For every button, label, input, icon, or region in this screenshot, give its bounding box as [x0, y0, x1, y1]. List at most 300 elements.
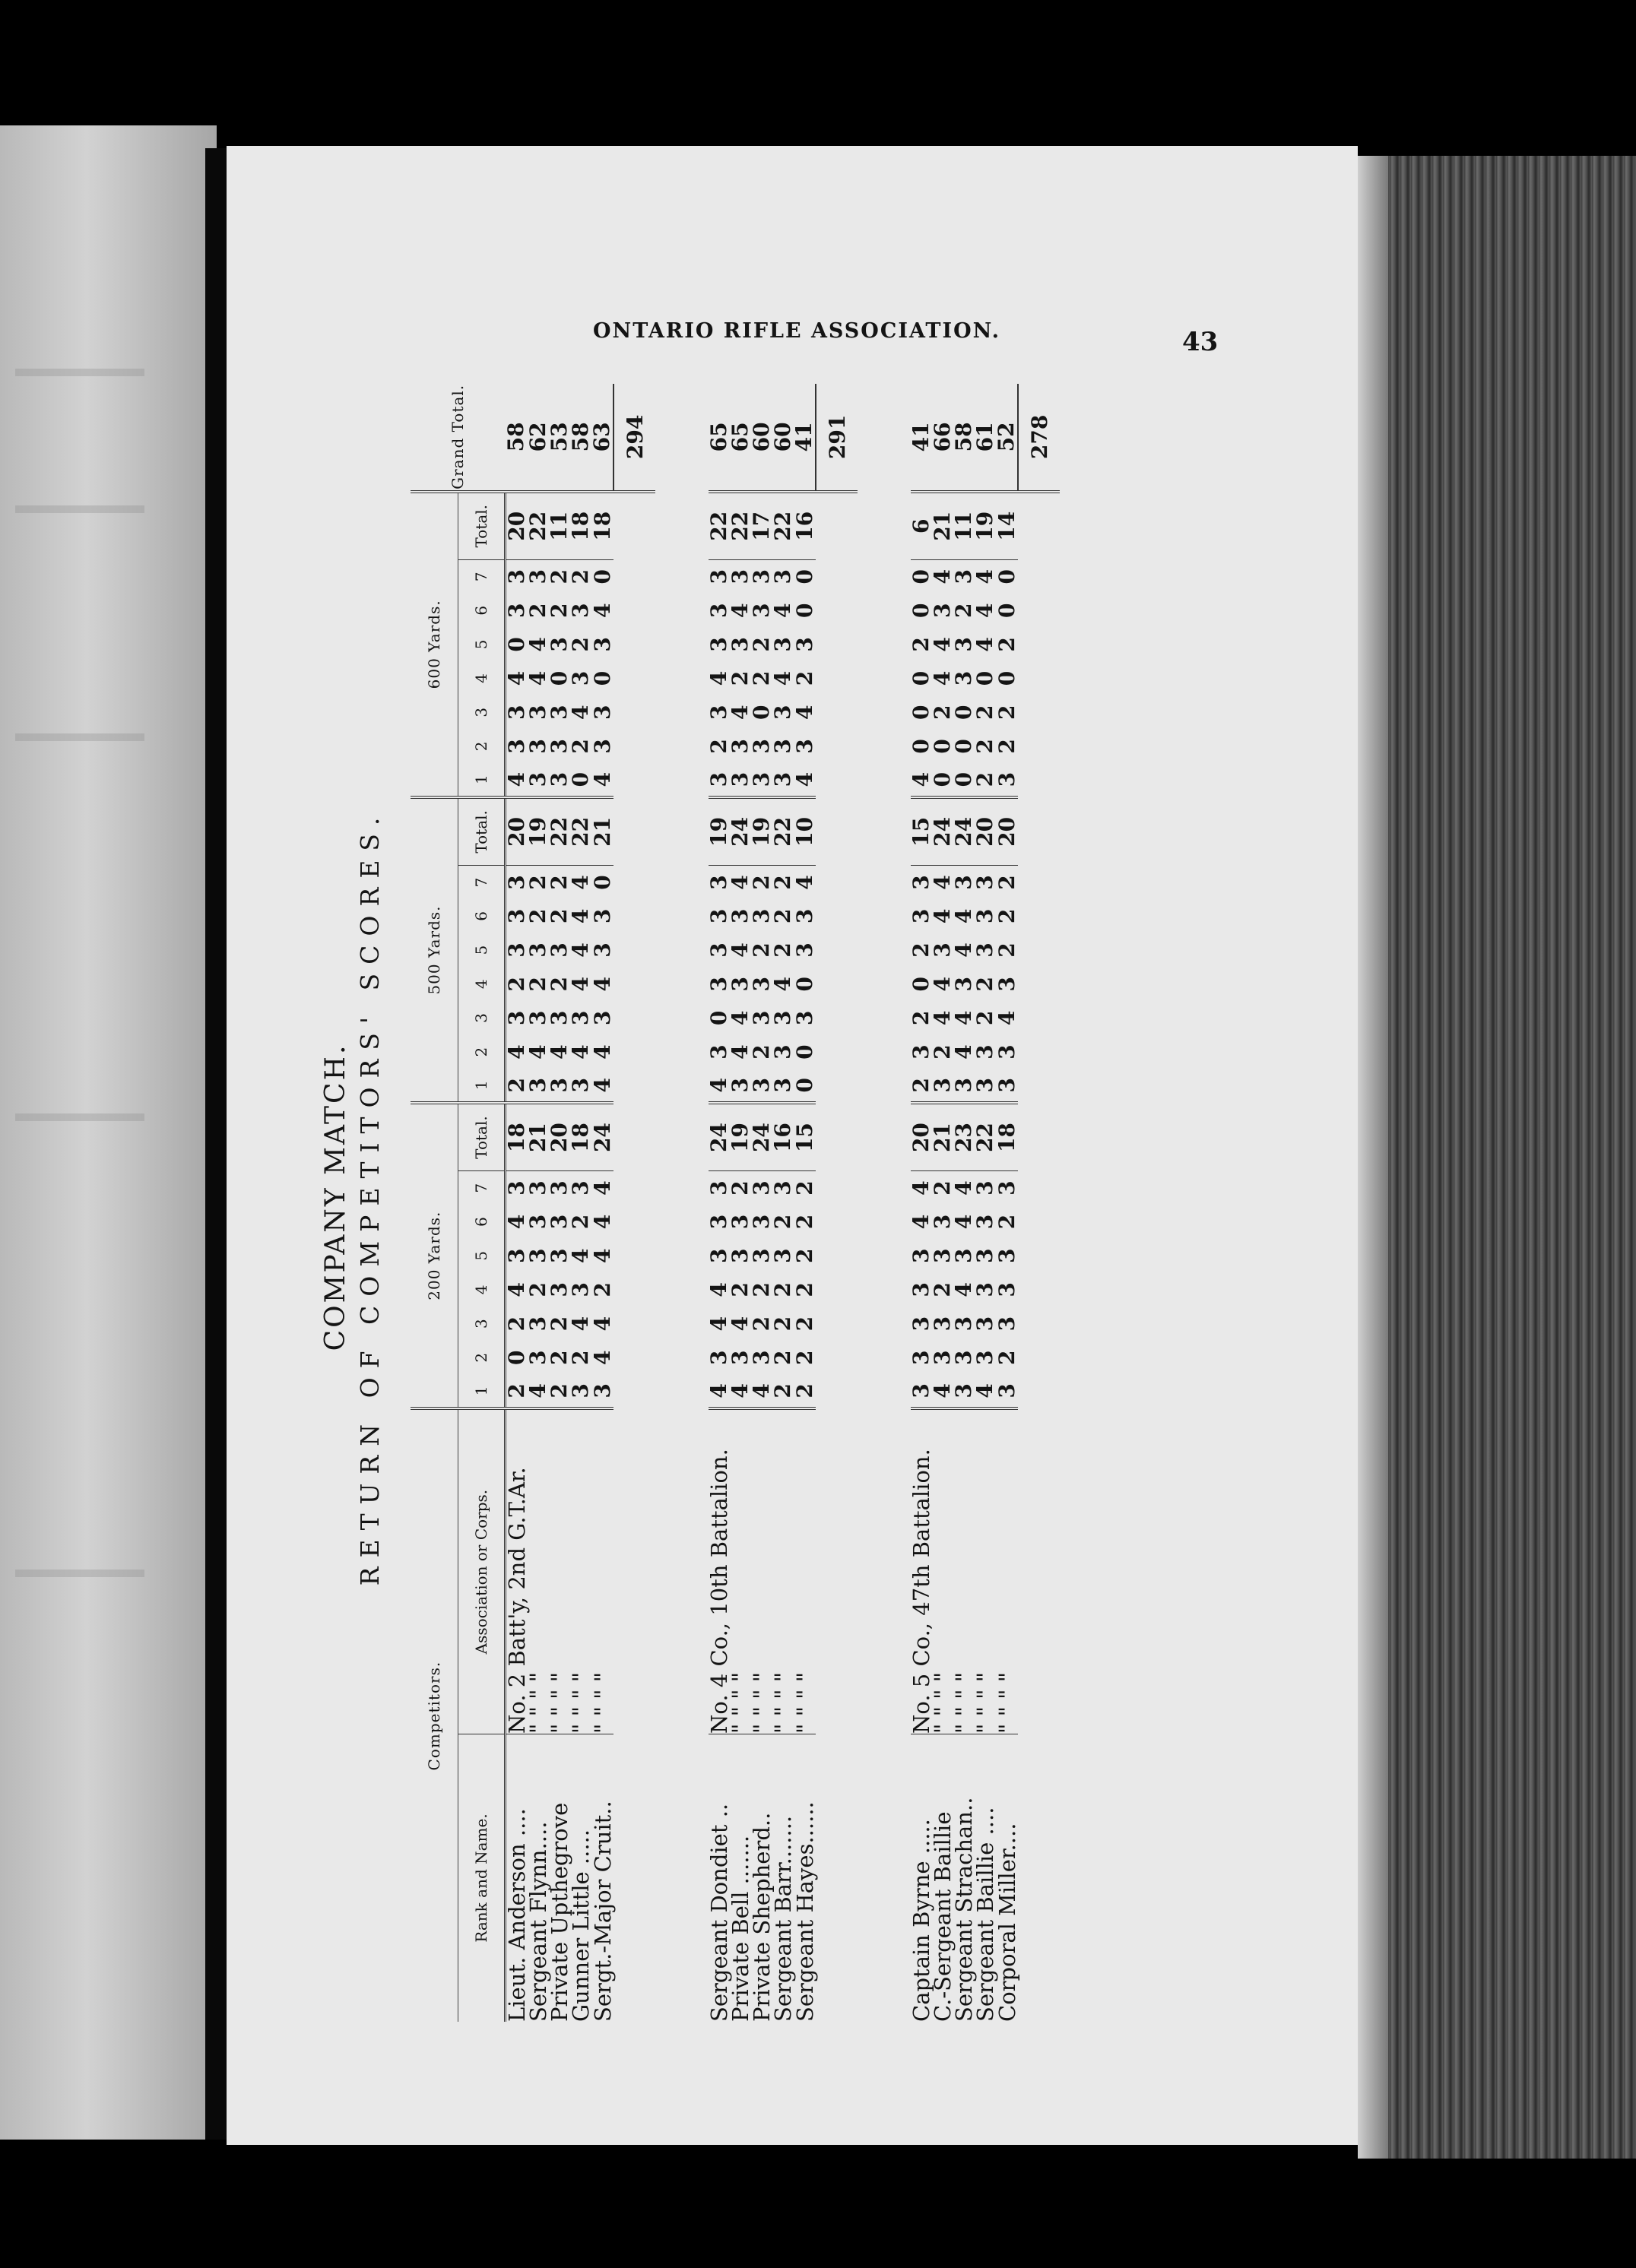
shot-number-header-600: 2 — [458, 730, 506, 764]
shot-score-600: 0 — [504, 637, 529, 652]
range-total-500: 20 — [506, 797, 528, 865]
rank-name-header: Rank and Name. — [458, 1734, 506, 2022]
shot-score-500: 2 — [930, 1044, 955, 1060]
shot-number-header-200: 3 — [458, 1307, 506, 1341]
shot-score-200: 2 — [568, 1350, 593, 1365]
range-total-600: 18 — [591, 492, 614, 559]
association-header: Association or Corps. — [458, 1408, 506, 1734]
shot-score-500: 3 — [972, 942, 997, 958]
shot-score-600: 3 — [504, 603, 529, 618]
shot-score-200: 4 — [709, 1375, 730, 1409]
company-total: 291 — [816, 384, 858, 492]
shot-score-500: 2 — [525, 875, 550, 890]
table-row — [751, 384, 772, 2022]
shot-score-500: 3 — [951, 875, 976, 890]
range-total-200: 23 — [953, 1103, 975, 1170]
company-total: 294 — [614, 384, 655, 492]
shot-score-200: 2 — [504, 1316, 529, 1332]
shot-score-500: 2 — [908, 942, 934, 958]
table-row — [549, 384, 570, 2022]
range-total-600: 17 — [751, 492, 772, 559]
range-total-200: 18 — [506, 1103, 528, 1170]
shot-score-500: 3 — [953, 1069, 975, 1103]
shot-score-500: 4 — [930, 908, 955, 924]
shot-score-500: 4 — [568, 976, 593, 992]
shot-score-500: 2 — [994, 875, 1019, 890]
shot-number-header-500: 4 — [458, 967, 506, 1001]
shot-number-header-200: 1 — [458, 1375, 506, 1409]
shot-score-200: 2 — [770, 1316, 795, 1332]
shot-score-600: 3 — [770, 569, 795, 584]
shot-score-600: 3 — [504, 569, 529, 584]
shot-score-500: 2 — [908, 1010, 934, 1026]
shot-score-200: 3 — [570, 1375, 591, 1409]
shot-score-500: 3 — [749, 908, 774, 924]
shot-score-600: 4 — [568, 705, 593, 720]
shot-score-500: 4 — [525, 1044, 550, 1060]
shot-score-600: 2 — [930, 705, 955, 720]
shot-score-200: 2 — [549, 1375, 570, 1409]
grand-total: 60 — [751, 384, 772, 492]
shot-score-200: 3 — [994, 1248, 1019, 1263]
shot-score-500: 3 — [994, 1044, 1019, 1060]
shot-score-200: 3 — [994, 1180, 1019, 1196]
shot-score-200: 2 — [506, 1375, 528, 1409]
shot-score-600: 3 — [728, 739, 753, 754]
shot-number-header-500: 1 — [458, 1069, 506, 1103]
shot-score-500: 2 — [770, 875, 795, 890]
shot-score-200: 2 — [568, 1214, 593, 1230]
shot-score-200: 2 — [770, 1350, 795, 1365]
shot-score-600: 2 — [706, 739, 731, 754]
shot-score-600: 0 — [908, 705, 934, 720]
faded-text-line — [15, 369, 144, 376]
shot-score-200: 3 — [547, 1282, 572, 1297]
shot-score-600: 3 — [996, 763, 1018, 797]
association-corps: " " " " — [751, 1408, 772, 1734]
shot-score-500: 4 — [568, 908, 593, 924]
shot-score-600: 3 — [728, 569, 753, 584]
shot-score-600: 4 — [911, 763, 932, 797]
range-total-200: 19 — [730, 1103, 751, 1170]
shot-score-500: 4 — [709, 1069, 730, 1103]
range-total-600: 22 — [709, 492, 730, 559]
shot-score-500: 2 — [525, 976, 550, 992]
shot-score-200: 3 — [728, 1214, 753, 1230]
shot-score-600: 0 — [749, 705, 774, 720]
shot-score-200: 3 — [547, 1214, 572, 1230]
total-header-600: Total. — [458, 492, 506, 559]
shot-score-600: 3 — [749, 739, 774, 754]
association-corps: " " " " — [730, 1408, 751, 1734]
group-spacer-cell — [858, 384, 911, 2022]
shot-score-500: 4 — [504, 1044, 529, 1060]
shot-score-500: 3 — [932, 1069, 953, 1103]
shot-score-600: 3 — [589, 705, 615, 720]
shot-score-600: 2 — [951, 603, 976, 618]
shot-number-header-600: 3 — [458, 695, 506, 730]
range-total-500: 19 — [528, 797, 549, 865]
shot-number-header-500: 5 — [458, 933, 506, 968]
range-total-500: 20 — [996, 797, 1018, 865]
group-spacer — [858, 384, 911, 2022]
shot-score-200: 2 — [749, 1282, 774, 1297]
shot-score-500: 2 — [972, 1010, 997, 1026]
shot-score-600: 3 — [504, 705, 529, 720]
shot-score-200: 3 — [953, 1375, 975, 1409]
shot-score-600: 2 — [749, 637, 774, 652]
table-row — [975, 384, 996, 2022]
faded-text-line — [15, 1570, 144, 1577]
group-total-row — [614, 384, 655, 2022]
shot-score-600: 0 — [791, 569, 817, 584]
shot-score-200: 4 — [730, 1375, 751, 1409]
shot-score-200: 2 — [547, 1316, 572, 1332]
range-total-200: 16 — [772, 1103, 794, 1170]
shot-score-500: 4 — [728, 1044, 753, 1060]
competitor-name: Sergeant Baillie .... — [972, 1807, 998, 2022]
shot-score-600: 3 — [770, 739, 795, 754]
range-total-500: 15 — [911, 797, 932, 865]
range-total-600: 22 — [528, 492, 549, 559]
shot-score-500: 3 — [749, 1010, 774, 1026]
shot-score-200: 3 — [749, 1214, 774, 1230]
shot-score-500: 2 — [749, 1044, 774, 1060]
shot-score-500: 3 — [972, 875, 997, 890]
shot-score-200: 2 — [547, 1350, 572, 1365]
shot-score-500: 3 — [728, 976, 753, 992]
shot-score-500: 3 — [525, 942, 550, 958]
faded-text-line — [15, 505, 144, 513]
shot-score-200: 3 — [972, 1248, 997, 1263]
competitor-name: Private Shepherd.. — [749, 1812, 775, 2022]
faded-text-line — [15, 733, 144, 741]
shot-score-500: 0 — [589, 875, 615, 890]
shot-score-200: 4 — [951, 1180, 976, 1196]
table-row — [528, 384, 549, 2022]
shot-score-600: 3 — [791, 739, 817, 754]
association-corps: No. 5 Co., 47th Battalion. — [911, 1408, 932, 1734]
shot-score-600: 4 — [706, 670, 731, 686]
shot-score-200: 4 — [728, 1316, 753, 1332]
shot-score-500: 4 — [930, 875, 955, 890]
shot-score-600: 4 — [728, 705, 753, 720]
group-total-row — [1018, 384, 1060, 2022]
shot-score-600: 4 — [770, 670, 795, 686]
association-corps: " " " " — [591, 1408, 614, 1734]
shot-score-600: 2 — [568, 637, 593, 652]
shot-score-600: 4 — [770, 603, 795, 618]
shot-score-600: 2 — [994, 705, 1019, 720]
shot-score-200: 3 — [749, 1350, 774, 1365]
shot-score-600: 0 — [994, 569, 1019, 584]
range-total-600: 14 — [996, 492, 1018, 559]
shot-score-600: 0 — [908, 670, 934, 686]
shot-score-600: 3 — [791, 637, 817, 652]
shot-score-500: 3 — [791, 908, 817, 924]
shot-score-600: 3 — [706, 705, 731, 720]
shot-score-600: 4 — [525, 637, 550, 652]
shot-score-600: 3 — [706, 569, 731, 584]
association-corps: " " " " — [975, 1408, 996, 1734]
range-total-500: 22 — [549, 797, 570, 865]
shot-score-600: 0 — [589, 569, 615, 584]
range-total-600: 16 — [794, 492, 816, 559]
shot-score-200: 2 — [930, 1282, 955, 1297]
range-total-500: 21 — [591, 797, 614, 865]
shot-number-header-200: 7 — [458, 1171, 506, 1205]
shot-score-600: 0 — [589, 670, 615, 686]
association-corps: No. 2 Batt'y, 2nd G.T.Ar. — [506, 1408, 528, 1734]
grand-total: 66 — [932, 384, 953, 492]
shot-score-500: 3 — [706, 875, 731, 890]
shot-score-500: 4 — [728, 875, 753, 890]
shot-score-600: 2 — [547, 569, 572, 584]
grand-total: 63 — [591, 384, 614, 492]
association-corps: No. 4 Co., 10th Battalion. — [709, 1408, 730, 1734]
group-total-spacer — [816, 492, 858, 2022]
shot-score-200: 4 — [504, 1282, 529, 1297]
table-row — [591, 384, 614, 2022]
range-600-header: 600 Yards. — [411, 492, 458, 797]
shot-score-500: 2 — [547, 908, 572, 924]
shot-score-500: 3 — [951, 976, 976, 992]
group-total-spacer — [614, 492, 655, 2022]
shot-score-500: 3 — [549, 1069, 570, 1103]
total-header-500: Total. — [458, 797, 506, 865]
shot-score-200: 3 — [770, 1180, 795, 1196]
competitor-name: Sergeant Flynn.... — [525, 1821, 551, 2022]
shot-score-500: 3 — [528, 1069, 549, 1103]
shot-score-600: 3 — [589, 739, 615, 754]
grand-total: 58 — [570, 384, 591, 492]
shot-score-500: 4 — [994, 1010, 1019, 1026]
shot-score-500: 2 — [547, 976, 572, 992]
shot-score-200: 4 — [706, 1282, 731, 1297]
shot-score-200: 4 — [589, 1180, 615, 1196]
shot-score-500: 4 — [728, 942, 753, 958]
shot-number-header-600: 1 — [458, 763, 506, 797]
grand-total: 65 — [730, 384, 751, 492]
shot-score-500: 3 — [994, 976, 1019, 992]
shot-score-200: 4 — [951, 1282, 976, 1297]
association-corps: " " " " — [953, 1408, 975, 1734]
shot-score-500: 3 — [589, 908, 615, 924]
shot-score-500: 3 — [547, 1010, 572, 1026]
competitor-name: Captain Byrne ..... — [908, 1819, 934, 2022]
shot-score-500: 3 — [547, 942, 572, 958]
shot-score-200: 3 — [972, 1350, 997, 1365]
grand-total: 58 — [953, 384, 975, 492]
shot-score-200: 3 — [749, 1180, 774, 1196]
shot-number-header-200: 2 — [458, 1341, 506, 1375]
shot-score-200: 3 — [706, 1180, 731, 1196]
association-corps: " " " " — [996, 1408, 1018, 1734]
grand-total: 41 — [794, 384, 816, 492]
shot-score-200: 3 — [951, 1248, 976, 1263]
shot-score-200: 3 — [525, 1316, 550, 1332]
shot-score-600: 2 — [994, 739, 1019, 754]
shot-score-200: 4 — [504, 1214, 529, 1230]
grand-total: 52 — [996, 384, 1018, 492]
shot-score-200: 3 — [951, 1316, 976, 1332]
shot-score-500: 4 — [930, 1010, 955, 1026]
shot-score-600: 3 — [547, 637, 572, 652]
shot-score-200: 4 — [932, 1375, 953, 1409]
shot-score-600: 3 — [951, 637, 976, 652]
shot-score-200: 3 — [706, 1248, 731, 1263]
shot-score-600: 2 — [908, 637, 934, 652]
shot-score-600: 3 — [728, 637, 753, 652]
shot-score-200: 3 — [525, 1180, 550, 1196]
competitor-name: Corporal Miller.... — [994, 1823, 1020, 2022]
range-total-500: 22 — [772, 797, 794, 865]
shot-score-200: 3 — [728, 1350, 753, 1365]
shot-score-500: 2 — [911, 1069, 932, 1103]
page-number: 43 — [1182, 327, 1219, 357]
shot-score-200: 4 — [951, 1214, 976, 1230]
shot-score-600: 3 — [730, 763, 751, 797]
shot-score-200: 3 — [547, 1180, 572, 1196]
shot-score-600: 0 — [994, 603, 1019, 618]
shot-score-600: 3 — [547, 739, 572, 754]
competitor-name: Sergeant Strachan.. — [951, 1797, 977, 2022]
competitors-header: Competitors. — [425, 1661, 443, 1771]
shot-score-200: 3 — [972, 1180, 997, 1196]
shot-score-200: 4 — [589, 1350, 615, 1365]
shot-score-200: 4 — [589, 1316, 615, 1332]
shot-score-200: 3 — [908, 1248, 934, 1263]
shot-score-200: 3 — [908, 1282, 934, 1297]
faded-text-line — [15, 1113, 144, 1121]
shot-score-500: 3 — [730, 1069, 751, 1103]
shot-score-200: 3 — [749, 1248, 774, 1263]
shot-score-200: 3 — [706, 1350, 731, 1365]
shot-score-200: 2 — [930, 1180, 955, 1196]
range-total-600: 11 — [549, 492, 570, 559]
shot-number-header-600: 5 — [458, 628, 506, 662]
shot-number-header-500: 7 — [458, 865, 506, 899]
shot-score-600: 0 — [547, 670, 572, 686]
competitor-name: Sergeant Dondiet .. — [706, 1803, 732, 2022]
shot-score-600: 0 — [953, 763, 975, 797]
table-row — [506, 384, 528, 2022]
shot-score-500: 3 — [908, 908, 934, 924]
shot-number-header-500: 3 — [458, 1001, 506, 1035]
shot-score-600: 3 — [709, 763, 730, 797]
range-total-200: 24 — [709, 1103, 730, 1170]
shot-score-500: 3 — [504, 1010, 529, 1026]
shot-score-600: 3 — [770, 637, 795, 652]
shot-score-600: 2 — [568, 739, 593, 754]
competitor-name: Sergeant Barr....... — [770, 1815, 796, 2022]
table-row — [911, 384, 932, 2022]
table-row — [953, 384, 975, 2022]
shot-score-500: 0 — [794, 1069, 816, 1103]
shot-score-500: 0 — [791, 1044, 817, 1060]
association-corps: " " " " — [772, 1408, 794, 1734]
table-row — [772, 384, 794, 2022]
shot-score-500: 4 — [951, 1010, 976, 1026]
range-total-200: 22 — [975, 1103, 996, 1170]
shot-score-500: 3 — [570, 1069, 591, 1103]
shot-score-200: 2 — [770, 1282, 795, 1297]
range-total-500: 24 — [730, 797, 751, 865]
shot-score-200: 2 — [772, 1375, 794, 1409]
range-total-500: 24 — [932, 797, 953, 865]
shot-score-200: 3 — [994, 1282, 1019, 1297]
shot-score-600: 4 — [972, 569, 997, 584]
range-total-600: 18 — [570, 492, 591, 559]
competitor-name: C.-Sergeant Baillie — [930, 1811, 956, 2022]
shot-score-500: 3 — [770, 1010, 795, 1026]
shot-score-200: 3 — [525, 1350, 550, 1365]
scores-table — [411, 384, 1060, 2022]
shot-score-500: 0 — [791, 976, 817, 992]
range-total-200: 21 — [528, 1103, 549, 1170]
shot-score-200: 3 — [547, 1248, 572, 1263]
shot-score-600: 3 — [930, 603, 955, 618]
shot-score-200: 4 — [908, 1180, 934, 1196]
shot-score-200: 3 — [525, 1248, 550, 1263]
shot-score-200: 0 — [504, 1350, 529, 1365]
grand-total: 61 — [975, 384, 996, 492]
shot-score-500: 3 — [791, 942, 817, 958]
shot-score-200: 4 — [568, 1316, 593, 1332]
grand-total: 41 — [911, 384, 932, 492]
shot-score-600: 3 — [568, 670, 593, 686]
table-row — [709, 384, 730, 2022]
shot-score-200: 2 — [749, 1316, 774, 1332]
shot-score-600: 4 — [791, 705, 817, 720]
shot-score-500: 0 — [908, 976, 934, 992]
range-total-600: 21 — [932, 492, 953, 559]
competitor-name: Gunner Little ..... — [568, 1829, 594, 2022]
shot-score-500: 3 — [770, 1044, 795, 1060]
shot-score-600: 2 — [547, 603, 572, 618]
group-total-spacer — [1018, 492, 1060, 2022]
shot-score-200: 3 — [504, 1180, 529, 1196]
shot-score-600: 3 — [951, 670, 976, 686]
shot-score-500: 4 — [951, 1044, 976, 1060]
range-total-500: 10 — [794, 797, 816, 865]
shot-score-600: 3 — [568, 603, 593, 618]
range-total-200: 20 — [549, 1103, 570, 1170]
shot-score-500: 3 — [749, 976, 774, 992]
shot-number-header-200: 6 — [458, 1205, 506, 1239]
range-total-500: 20 — [975, 797, 996, 865]
shot-score-200: 2 — [994, 1350, 1019, 1365]
range-total-200: 21 — [932, 1103, 953, 1170]
shot-score-500: 4 — [951, 908, 976, 924]
shot-score-600: 2 — [972, 705, 997, 720]
association-corps: " " " " — [549, 1408, 570, 1734]
shot-score-200: 4 — [908, 1214, 934, 1230]
shot-score-500: 3 — [568, 1010, 593, 1026]
shot-score-200: 4 — [528, 1375, 549, 1409]
shot-score-500: 4 — [770, 976, 795, 992]
shot-score-500: 2 — [770, 908, 795, 924]
shot-score-600: 3 — [770, 705, 795, 720]
shot-score-500: 2 — [504, 976, 529, 992]
shot-number-header-200: 4 — [458, 1273, 506, 1307]
shot-score-200: 2 — [791, 1248, 817, 1263]
shot-score-600: 4 — [525, 670, 550, 686]
association-corps: " " " " — [528, 1408, 549, 1734]
shot-score-500: 3 — [972, 1044, 997, 1060]
page-block-edge — [1358, 156, 1636, 2159]
shot-score-600: 0 — [951, 739, 976, 754]
